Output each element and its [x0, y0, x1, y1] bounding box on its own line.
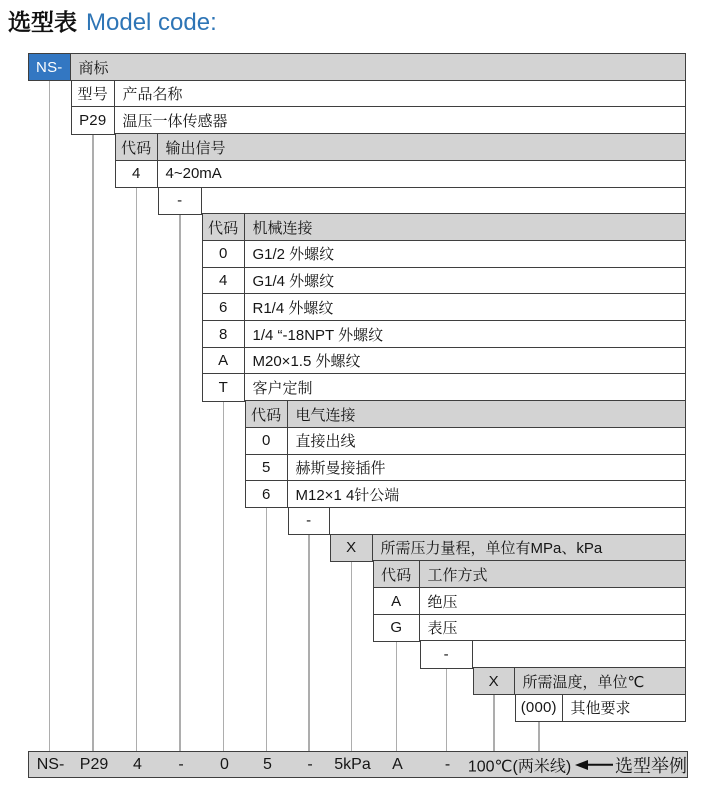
table-row — [245, 454, 686, 482]
drop-line — [266, 507, 268, 751]
separator-row — [288, 507, 686, 535]
label-cell: 表压 — [427, 620, 458, 638]
table-row — [245, 480, 686, 508]
table-row — [202, 213, 686, 241]
label-cell: 输出信号 — [165, 139, 226, 157]
label-cell: M12×1 4针公端 — [295, 486, 400, 504]
example-code: NS- — [36, 755, 65, 773]
code-cell: 0 — [203, 241, 245, 267]
drop-line — [136, 187, 138, 752]
label-cell: 工作方式 — [427, 566, 488, 584]
drop-line — [49, 80, 51, 751]
label-cell: 商标 — [71, 54, 686, 80]
label-cell: M20×1.5 外螺纹 — [252, 353, 361, 371]
label-cell: G1/4 外螺纹 — [252, 273, 335, 291]
table-row — [115, 160, 686, 188]
label-cell — [330, 508, 686, 534]
example-code: - — [178, 755, 184, 773]
label-cell: 赫斯曼接插件 — [295, 460, 386, 478]
label-cell: 客户定制 — [252, 379, 313, 397]
example-code: 5kPa — [334, 755, 371, 773]
label-cell — [473, 641, 686, 667]
code-cell: 4 — [116, 161, 158, 187]
example-code: 4 — [133, 755, 142, 773]
drop-line — [446, 667, 448, 751]
drop-line — [396, 640, 398, 751]
arrow-left-icon — [575, 760, 588, 770]
drop-line — [223, 400, 225, 751]
code-cell: 代码 — [246, 401, 288, 427]
code-cell: G — [374, 615, 420, 641]
example-row — [28, 751, 688, 778]
table-row — [202, 373, 686, 401]
label-cell: 机械连接 — [252, 219, 313, 237]
code-cell: P29 — [72, 107, 115, 133]
table-row — [373, 614, 686, 642]
table-row — [373, 587, 686, 615]
code-cell: 8 — [203, 321, 245, 347]
example-code: 5 — [263, 755, 272, 773]
table-row — [202, 267, 686, 295]
code-cell: 代码 — [203, 214, 245, 240]
code-cell: 型号 — [72, 81, 115, 107]
label-cell: 所需压力量程，单位有MPa、kPa — [380, 540, 603, 558]
separator-cell: - — [159, 188, 202, 214]
label-cell: 其他要求 — [570, 700, 631, 718]
separator-row — [420, 640, 686, 668]
code-cell: 0 — [246, 428, 288, 454]
table-row — [115, 133, 686, 161]
drop-line — [308, 534, 310, 751]
label-cell: G1/2 外螺纹 — [252, 246, 335, 264]
table-row — [202, 293, 686, 321]
code-cell: NS- — [29, 54, 71, 80]
example-code: - — [307, 755, 313, 773]
label-cell: R1/4 外螺纹 — [252, 299, 334, 317]
code-cell: X — [474, 668, 515, 694]
label-cell: 绝压 — [427, 593, 458, 611]
example-code: - — [444, 755, 451, 773]
code-cell: (000) — [516, 695, 563, 721]
code-cell: 6 — [203, 294, 245, 320]
code-cell: 5 — [246, 455, 288, 481]
example-label: 选型举例 — [615, 755, 687, 776]
label-cell: 温压一体传感器 — [122, 112, 228, 130]
table-row — [28, 53, 686, 81]
label-cell: 1/4 “-18NPT 外螺纹 — [252, 326, 384, 344]
table-row — [330, 534, 686, 562]
table-row — [202, 347, 686, 375]
drop-line — [179, 213, 181, 751]
example-code: 0 — [220, 755, 229, 773]
drop-line — [351, 560, 353, 751]
label-cell: 直接出线 — [295, 433, 356, 451]
example-code: P29 — [79, 755, 109, 773]
table-row — [245, 427, 686, 455]
code-cell: 代码 — [116, 134, 158, 160]
code-cell: A — [203, 348, 245, 374]
example-code: A — [392, 755, 403, 773]
code-cell: 4 — [203, 268, 245, 294]
separator-cell: - — [289, 508, 330, 534]
label-cell: 电气连接 — [295, 406, 356, 424]
table-row — [202, 320, 686, 348]
table-row — [245, 400, 686, 428]
code-cell: X — [331, 535, 373, 561]
separator-row — [158, 187, 686, 215]
example-code: 100℃(两米线) — [467, 758, 572, 775]
page-title-en: Model code: — [86, 9, 217, 36]
table-row — [473, 667, 686, 695]
code-cell: A — [374, 588, 420, 614]
code-cell: T — [203, 374, 245, 400]
separator-cell: - — [421, 641, 473, 667]
table-row — [71, 80, 686, 108]
code-cell: 代码 — [374, 561, 420, 587]
drop-line — [538, 721, 540, 752]
table-row — [71, 106, 686, 134]
table-row — [202, 240, 686, 268]
drop-line — [92, 133, 94, 751]
page-title — [8, 4, 217, 37]
label-cell: 4~20mA — [165, 165, 222, 183]
drop-line — [493, 694, 495, 751]
code-cell: 6 — [246, 481, 288, 507]
label-cell: 所需温度，单位℃ — [522, 673, 645, 691]
table-row — [515, 694, 686, 722]
label-cell: 产品名称 — [122, 86, 183, 104]
arrow-shaft — [586, 763, 613, 766]
label-cell — [202, 188, 686, 214]
page-title-zh: 选型表 — [8, 9, 77, 35]
table-row — [373, 560, 686, 588]
